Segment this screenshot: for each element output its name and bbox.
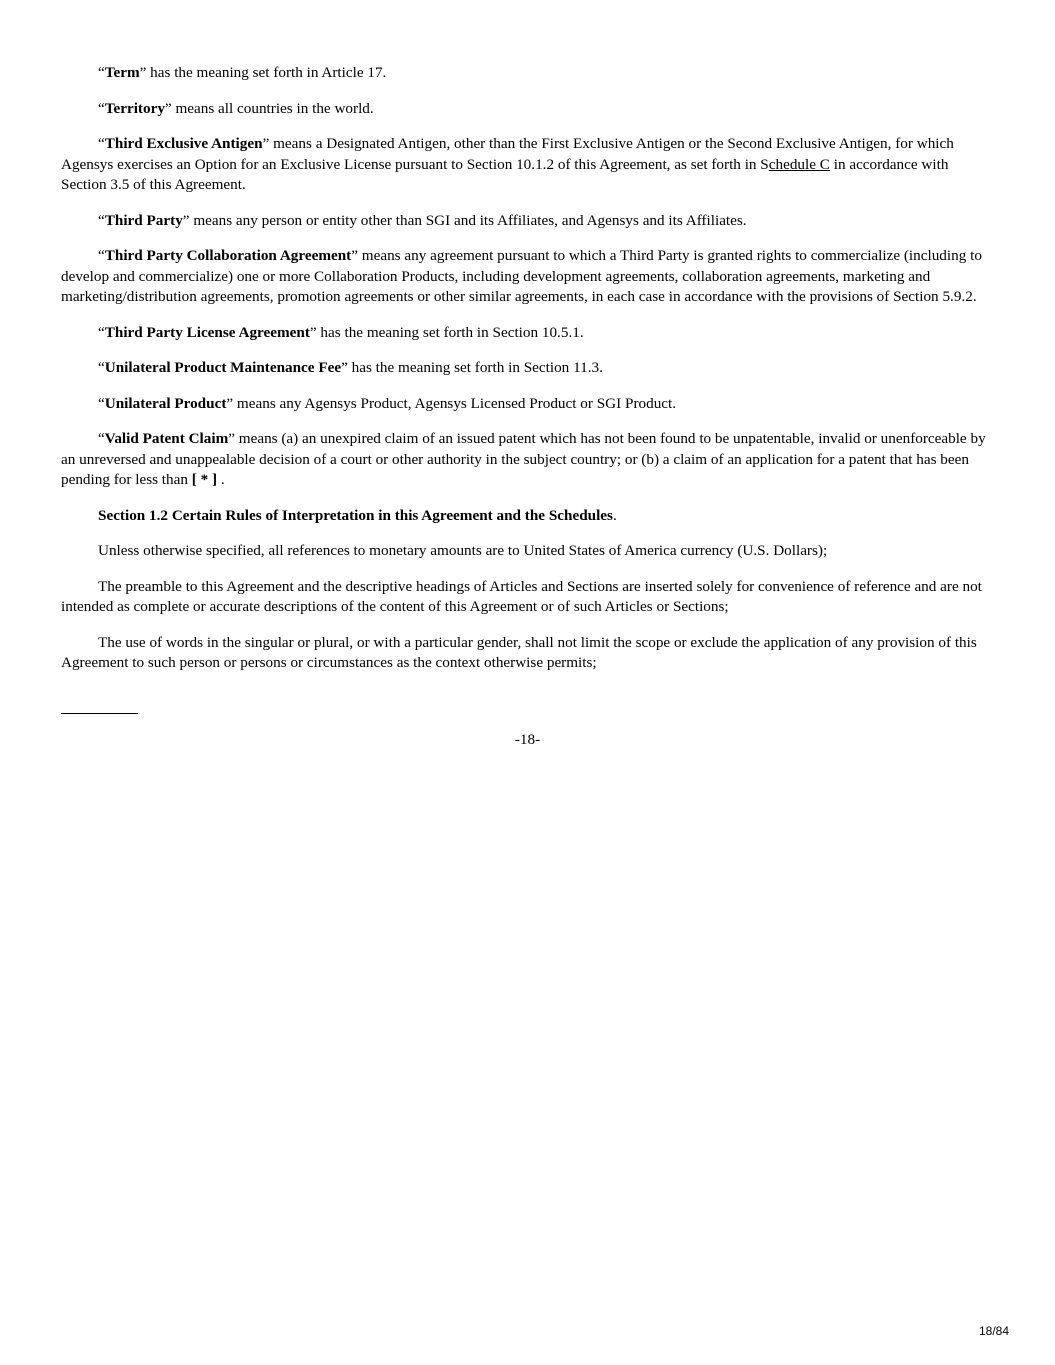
schedule-c-link[interactable]: chedule C [768,155,830,173]
document-body [61,63,988,689]
definition-third-party-license-agreement: “Third Party License Agreement” has the meaning set forth in Section 10.5.1. [98,323,584,341]
defined-term: Term [104,64,140,81]
definition-third-party: “Third Party” means any person or entity other than SGI and its Affiliates, and Agensys and its Affiliates. [98,211,747,229]
definition-unilateral-product-maintenance-fee: “Unilateral Product Maintenance Fee” has the meaning set forth in Section 11.3. [98,359,603,376]
defined-term: Territory [104,99,165,117]
definition-territory: “Territory” means all countries in the world. [98,99,374,117]
section-heading: Section 1.2 Certain Rules of Interpretation in this Agreement and the Schedules. [98,506,617,524]
defined-term: Third Exclusive Antigen [104,135,263,152]
rule-paragraph: The preamble to this Agreement and the descriptive headings of Articles and Sections are inserted solely for convenience of reference and are not intended as complete or accurate descriptions of the content of this Agreement or of such Articles or Sections; [61,577,982,615]
defined-term: Third Party Collaboration Agreement [104,247,352,264]
rule-paragraph: The use of words in the singular or plural, or with a particular gender, shall not limit the scope or exclude the application of any provision of this Agreement to such person or persons or circumstances as the context otherwise permits; [61,633,977,671]
footnote-divider [61,713,138,714]
page-number: -18- [514,731,541,748]
definition-unilateral-product: “Unilateral Product” means any Agensys Product, Agensys Licensed Product or SGI Product. [98,394,677,412]
redaction-marker: [ * ] [191,471,218,488]
defined-term: Valid Patent Claim [104,430,229,447]
definition-valid-patent-claim: “Valid Patent Claim” means (a) an unexpired claim of an issued patent which has not been found to be unpatentable, invalid or unenforceable by an unreversed and unappealable decision of a court or other authority in the subject country; or (b) a claim of an application for a patent that has been pending for less than [ * ] . [61,430,986,488]
rule-paragraph: Unless otherwise specified, all references to monetary amounts are to United States of America currency (U.S. Dollars); [98,542,828,559]
definition-third-exclusive-antigen: “Third Exclusive Antigen” means a Designated Antigen, other than the First Exclusive Antigen or the Second Exclusive Antigen, for which Agensys exercises an Option for an Exclusive License pursuant to Section 10.1.2 of this Agreement, as set forth in Schedule C in accordance with Section 3.5 of this Agreement. [61,135,954,193]
defined-term: Third Party [104,211,183,229]
definition-third-party-collaboration-agreement: “Third Party Collaboration Agreement” means any agreement pursuant to which a Third Party is granted rights to commercialize (including to develop and commercialize) one or more Collaboration Products, including development agreements, collaboration agreements, marketing and marketing/distribution agreements, promotion agreements or other similar agreements, in each case in accordance with the provisions of Section 5.9.2. [61,247,982,305]
page-counter: 18/84 [978,1324,1009,1338]
definition-term: “Term” has the meaning set forth in Article 17. [98,64,387,81]
defined-term: Unilateral Product [104,394,227,412]
defined-term: Third Party License Agreement [104,323,310,341]
defined-term: Unilateral Product Maintenance Fee [104,359,342,376]
